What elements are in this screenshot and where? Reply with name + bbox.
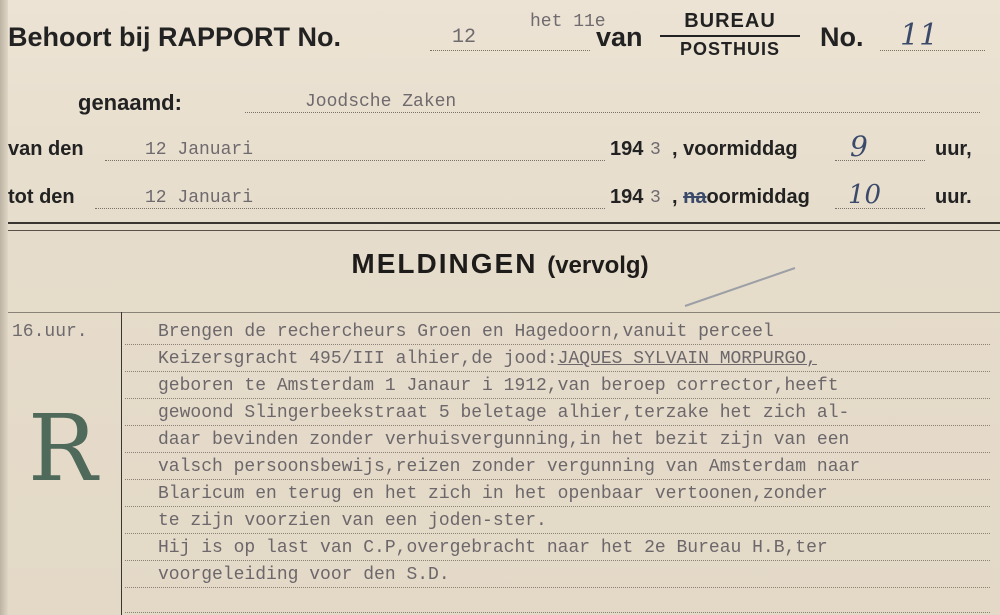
section-subtitle: (vervolg) [547,252,649,279]
entry-line-2-text: Keizersgracht 495/III alhier,de jood: [158,349,558,369]
section-heading [0,248,1000,280]
header-rule-thin [8,230,1000,231]
van-den-label: van den [8,138,84,160]
year-prefix-1: 194 [610,138,644,160]
entry-line-3: geboren te Amsterdam 1 Janaur i 1912,van beroep corrector,heeft [158,376,839,396]
voormiddag-label-2 [672,186,810,209]
section-title: MELDINGEN [351,248,538,279]
year-digit-1: 3 [650,140,661,160]
ruled-line [125,371,990,372]
fraction-rule [660,35,800,37]
uur-label-2: uur. [935,186,972,208]
ruled-line [125,398,990,399]
page-edge [0,0,8,615]
ruled-line [125,587,990,588]
no-label: No. [820,22,864,52]
time-column-divider [121,312,122,615]
hour-1-handwritten: 9 [850,130,868,163]
uur-label-1: uur, [935,138,972,160]
bureau-label: BUREAU [684,10,776,32]
entry-time: 16.uur. [12,322,88,342]
entry-line-9: Hij is op last van C.P,overgebracht naar het 2e Bureau H.B,ter [158,538,828,558]
ruled-line [125,533,990,534]
rapport-number: 12 [452,26,477,49]
entry-line-2 [158,349,817,369]
entry-line-5: daar bevinden zonder verhuisvergunning,in het bezit zijn van een [158,430,850,450]
year-digit-2: 3 [650,188,661,208]
ruled-line [125,560,990,561]
entry-line-7: Blaricum en terug en het zich in het openbaar vertoonen,zonder [158,484,828,504]
van-den-date: 12 Januari [145,140,254,160]
year-prefix-2: 194 [610,186,644,208]
entry-line-8: te zijn voorzien van een joden-ster. [158,511,547,531]
ruled-line [125,479,990,480]
ruled-line [125,344,990,345]
genaamd-dots [245,112,980,113]
entry-line-1: Brengen de rechercheurs Groen en Hagedoorn,vanuit perceel [158,322,774,342]
posthuis-label: POSTHUIS [679,39,780,59]
behoort-label: Behoort bij RAPPORT No. [8,22,341,52]
arrested-person-name: JAQUES SYLVAIN MORPURGO, [557,349,817,369]
van-den-dots [105,160,605,161]
tot-den-date: 12 Januari [145,188,254,208]
bureau-number-handwritten: 11 [900,18,939,53]
voormiddag-label-1: , voormiddag [672,138,798,160]
bureau-posthuis-fraction [660,10,800,60]
rapport-no-dots [430,50,590,51]
genaamd-label: genaamd: [78,90,182,115]
ruled-line [125,612,990,613]
voormiddag-2-struck: na [683,186,707,208]
hour-1-dots [835,160,925,161]
header-rule-thick [8,222,1000,224]
van-label: van [596,22,643,52]
voormiddag-2-prefix: , [672,186,684,208]
tot-den-label: tot den [8,186,75,208]
ruled-line [125,452,990,453]
genaamd-value: Joodsche Zaken [305,92,457,112]
ruled-line [125,425,990,426]
entry-line-6: valsch persoonsbewijs,reizen zonder vergunning van Amsterdam naar [158,457,861,477]
entry-line-4: gewoond Slingerbeekstraat 5 beletage alhier,terzake het zich al- [158,403,850,423]
tot-den-dots [95,208,605,209]
hour-2-handwritten: 10 [848,180,882,210]
entries-top-rule [8,312,1000,313]
voormiddag-2-rest: oormiddag [706,186,810,208]
het-label: het 11e [530,12,606,32]
pencil-stroke [680,262,800,312]
ruled-line [125,506,990,507]
entry-line-10: voorgeleiding voor den S.D. [158,565,450,585]
margin-initial-mark: R [28,395,98,502]
